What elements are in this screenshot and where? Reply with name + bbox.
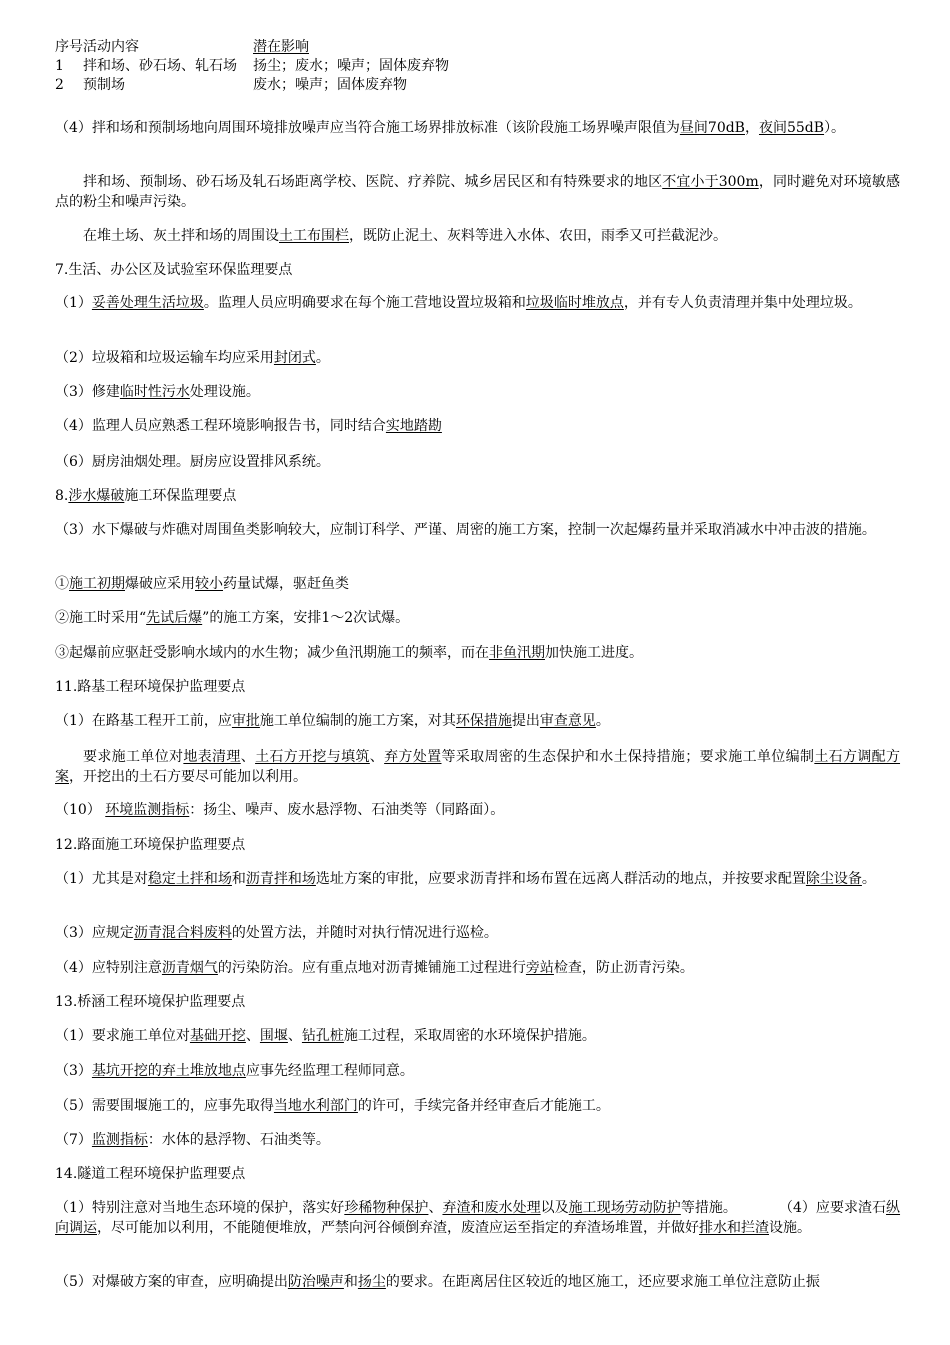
underlined-term: 沥青拌和场 xyxy=(245,871,316,887)
text-run: 的处置方法，并随时对执行情况进行巡检。 xyxy=(231,925,498,941)
text-run: 和 xyxy=(231,871,246,887)
paragraph xyxy=(55,869,900,889)
text-run: （5）需要围堰施工的，应事先取得 xyxy=(55,1098,274,1114)
text-run: 施工环保监理要点 xyxy=(124,488,237,504)
paragraph xyxy=(55,382,900,402)
underlined-term: 地表清理 xyxy=(183,749,241,765)
underlined-term: 稳定土拌和场 xyxy=(147,871,232,887)
underlined-term: 纵向调运 xyxy=(55,1200,901,1236)
impact-table xyxy=(55,38,915,95)
paragraph xyxy=(55,416,900,436)
underlined-term: 临时性污水 xyxy=(119,384,190,400)
text-run: 应事先经监理工程师同意。 xyxy=(245,1063,414,1079)
underlined-term: 垃圾临时堆放点 xyxy=(525,295,624,311)
text-run: 提出 xyxy=(511,713,540,729)
text-run: ：扬尘、噪声、废水悬浮物、石油类等（同路面）。 xyxy=(189,802,505,818)
underlined-term: 当地水利部门 xyxy=(273,1098,358,1114)
text-run: （7） xyxy=(55,1132,92,1148)
text-run: （1）特别注意对当地生态环境的保护，落实好 xyxy=(55,1200,345,1216)
text-run: （6）厨房油烟处理。厨房应设置排风系统。 xyxy=(55,454,330,470)
underlined-term: 妥善处理生活垃圾 xyxy=(91,295,204,311)
paragraph xyxy=(55,574,900,594)
table-row xyxy=(55,57,915,76)
text-run: ②施工时采用“ xyxy=(55,610,147,626)
text-run: ，并有专人负责清理并集中处理垃圾。 xyxy=(623,295,862,311)
paragraph xyxy=(55,923,900,943)
text-run: 拌和场、预制场、砂石场及轧石场距离学校、医院、疗养院、城乡居民区和有特殊要求的地区 xyxy=(83,174,663,190)
text-run: ，同时避免对环境敏感点的粉尘和噪声污染。 xyxy=(55,174,901,210)
text-run: ，开挖出的土石方要尽可能加以利用。 xyxy=(69,769,307,785)
underlined-term: 昼间70dB xyxy=(679,120,745,136)
text-run: 的许可，手续完备并经审查后才能施工。 xyxy=(357,1098,610,1114)
text-run: 。 xyxy=(595,713,610,729)
paragraph xyxy=(55,800,900,820)
underlined-term: 珍稀物种保护 xyxy=(344,1200,429,1216)
paragraph xyxy=(55,1198,900,1238)
section-heading xyxy=(55,486,900,506)
text-run: 等采取周密的生态保护和水土保持措施；要求施工单位编制 xyxy=(441,749,815,765)
section-heading xyxy=(55,260,900,280)
text-run: （3）修建 xyxy=(55,384,120,400)
section-heading xyxy=(55,677,900,697)
paragraph xyxy=(55,747,900,787)
text-run: ，尽可能加以利用，不能随便堆放，严禁向河谷倾倒弃渣，废渣应运至指定的弃渣场堆置，并做好 xyxy=(97,1220,699,1236)
row-no: 1 xyxy=(55,58,64,74)
underlined-term: 基坑开挖的弃土堆放地点 xyxy=(91,1063,246,1079)
text-run: 12.路面施工环境保护监理要点 xyxy=(55,837,246,853)
text-run: 。监理人员应明确要求在每个施工营地设置垃圾箱和 xyxy=(203,295,526,311)
underlined-term: 沥青烟气 xyxy=(161,960,218,976)
row-activity: 预制场 xyxy=(83,77,125,93)
underlined-term: 非鱼汛期 xyxy=(489,645,545,661)
paragraph xyxy=(55,520,900,540)
paragraph xyxy=(55,118,900,138)
underlined-term: 先试后爆 xyxy=(146,610,203,626)
row-no: 2 xyxy=(55,77,64,93)
table-header-row xyxy=(55,38,915,57)
section-heading xyxy=(55,992,900,1012)
paragraph xyxy=(55,172,900,212)
text-run: ）。 xyxy=(824,120,846,136)
text-run: ① xyxy=(55,576,69,592)
paragraph xyxy=(55,1061,900,1081)
row-impact: 废水；噪声；固体废弃物 xyxy=(253,77,407,93)
text-run: （3）应规定 xyxy=(55,925,134,941)
text-run: ”的施工方案，安排1～2次试爆。 xyxy=(202,610,410,626)
text-run: 检查，防止沥青污染。 xyxy=(553,960,694,976)
underlined-term: 封闭式 xyxy=(273,350,316,366)
text-run: 要求施工单位对 xyxy=(83,749,184,765)
text-run: ：水体的悬浮物、石油类等。 xyxy=(147,1132,330,1148)
text-run: 在堆土场、灰土拌和场的周围设 xyxy=(83,228,279,244)
text-run: 选址方案的审批，应要求沥青拌和场布置在远离人群活动的地点，并按要求配置 xyxy=(315,871,806,887)
paragraph xyxy=(55,1272,900,1292)
paragraph xyxy=(55,452,900,472)
underlined-term: 旁站 xyxy=(525,960,554,976)
text-run: 8. xyxy=(55,488,69,504)
paragraph xyxy=(55,293,900,313)
underlined-term: 扬尘 xyxy=(357,1274,386,1290)
underlined-term: 钻孔桩 xyxy=(301,1028,344,1044)
text-run: 的要求。在距离居住区较近的地区施工，还应要求施工单位注意防止振 xyxy=(385,1274,820,1290)
text-run: 加快施工进度。 xyxy=(545,645,643,661)
underlined-term: 排水和拦渣 xyxy=(699,1220,769,1236)
text-run: （4）应特别注意 xyxy=(55,960,162,976)
row-impact: 扬尘；废水；噪声；固体废弃物 xyxy=(253,58,449,74)
text-run: 13.桥涵工程环境保护监理要点 xyxy=(55,994,246,1010)
text-run: 的污染防治。应有重点地对沥青摊铺施工过程进行 xyxy=(217,960,526,976)
paragraph xyxy=(55,226,900,246)
underlined-term: 基础开挖 xyxy=(189,1028,246,1044)
text-run: 处理设施。 xyxy=(189,384,260,400)
header-no: 序号 xyxy=(55,39,83,55)
text-run: 14.隧道工程环境保护监理要点 xyxy=(55,1166,246,1182)
paragraph xyxy=(55,1096,900,1116)
underlined-term: 围堰 xyxy=(259,1028,288,1044)
section-heading xyxy=(55,1164,900,1184)
table-row xyxy=(55,76,915,95)
underlined-term: 沥青混合料废料 xyxy=(133,925,232,941)
underlined-term: 防治噪声 xyxy=(287,1274,344,1290)
paragraph xyxy=(55,711,900,731)
text-run: ，既防止泥土、灰料等进入水体、农田，雨季又可拦截泥沙。 xyxy=(349,228,727,244)
text-run: 、 xyxy=(428,1200,443,1216)
text-run: （1）在路基工程开工前，应 xyxy=(55,713,232,729)
underlined-term: 施工现场劳动防护 xyxy=(568,1200,681,1216)
text-run: 以及 xyxy=(540,1200,569,1216)
section-heading xyxy=(55,835,900,855)
row-activity: 拌和场、砂石场、轧石场 xyxy=(83,58,237,74)
paragraph xyxy=(55,643,900,663)
underlined-term: 环境监测指标 xyxy=(105,802,190,818)
text-run: 11.路基工程环境保护监理要点 xyxy=(55,679,246,695)
text-run: 。 xyxy=(315,350,330,366)
underlined-term: 除尘设备 xyxy=(805,871,862,887)
text-run: （1） xyxy=(55,295,92,311)
text-run: （3） xyxy=(55,1063,92,1079)
text-run: 、 xyxy=(240,749,256,765)
text-run: 、 xyxy=(369,749,385,765)
underlined-term: 弃渣和废水处理 xyxy=(442,1200,541,1216)
paragraph xyxy=(55,1026,900,1046)
underlined-term: 弃方处置 xyxy=(384,749,442,765)
text-run: 爆破应采用 xyxy=(125,576,195,592)
underlined-term: 实地踏勘 xyxy=(385,418,442,434)
text-run: 7.生活、办公区及试验室环保监理要点 xyxy=(55,262,293,278)
paragraph xyxy=(55,608,900,628)
text-run: 设施。 xyxy=(769,1220,811,1236)
underlined-term: 夜间55dB xyxy=(758,120,825,136)
header-activity: 活动内容 xyxy=(83,39,139,55)
text-run: （4）监理人员应熟悉工程环境影响报告书，同时结合 xyxy=(55,418,386,434)
text-run: ， xyxy=(744,120,759,136)
paragraph xyxy=(55,1130,900,1150)
text-run: 施工过程，采取周密的水环境保护措施。 xyxy=(343,1028,596,1044)
paragraph xyxy=(55,958,900,978)
text-run: 施工单位编制的施工方案，对其 xyxy=(259,713,456,729)
text-run: 、 xyxy=(287,1028,302,1044)
underlined-term: 较小 xyxy=(195,576,223,592)
text-run: 药量试爆，驱赶鱼类 xyxy=(223,576,349,592)
underlined-term: 土石方开挖与填筑 xyxy=(255,749,370,765)
underlined-term: 土工布围栏 xyxy=(279,228,349,244)
text-run: ③起爆前应驱赶受影响水域内的水生物；减少鱼汛期施工的频率，而在 xyxy=(55,645,489,661)
text-run: （1）要求施工单位对 xyxy=(55,1028,190,1044)
underlined-term: 环保措施 xyxy=(455,713,512,729)
text-run: （1）尤其是对 xyxy=(55,871,148,887)
text-run: （2）垃圾箱和垃圾运输车均应采用 xyxy=(55,350,274,366)
text-run: （10） xyxy=(55,802,106,818)
underlined-term: 审查意见 xyxy=(539,713,596,729)
text-run: （4）拌和场和预制场地向周围环境排放噪声应当符合施工场界排放标准（该阶段施工场界噪声限值为 xyxy=(55,120,680,136)
underlined-term: 土石方调配方案 xyxy=(55,749,901,785)
underlined-term: 施工初期 xyxy=(69,576,125,592)
underlined-term: 审批 xyxy=(231,713,260,729)
underlined-term: 监测指标 xyxy=(91,1132,148,1148)
text-run: 等措施。 （4）应要求渣石 xyxy=(680,1200,887,1216)
paragraph xyxy=(55,348,900,368)
text-run: 、 xyxy=(245,1028,260,1044)
underlined-term: 不宜小于300m xyxy=(662,174,759,190)
header-impact: 潜在影响 xyxy=(253,39,309,55)
underlined-term: 涉水爆破 xyxy=(68,488,125,504)
text-run: 和 xyxy=(343,1274,358,1290)
text-run: （3）水下爆破与炸礁对周围鱼类影响较大，应制订科学、严谨、周密的施工方案，控制一次起爆药量并采取消减水中冲击波的措施。 xyxy=(55,522,876,538)
text-run: （5）对爆破方案的审查，应明确提出 xyxy=(55,1274,288,1290)
text-run: 。 xyxy=(861,871,876,887)
